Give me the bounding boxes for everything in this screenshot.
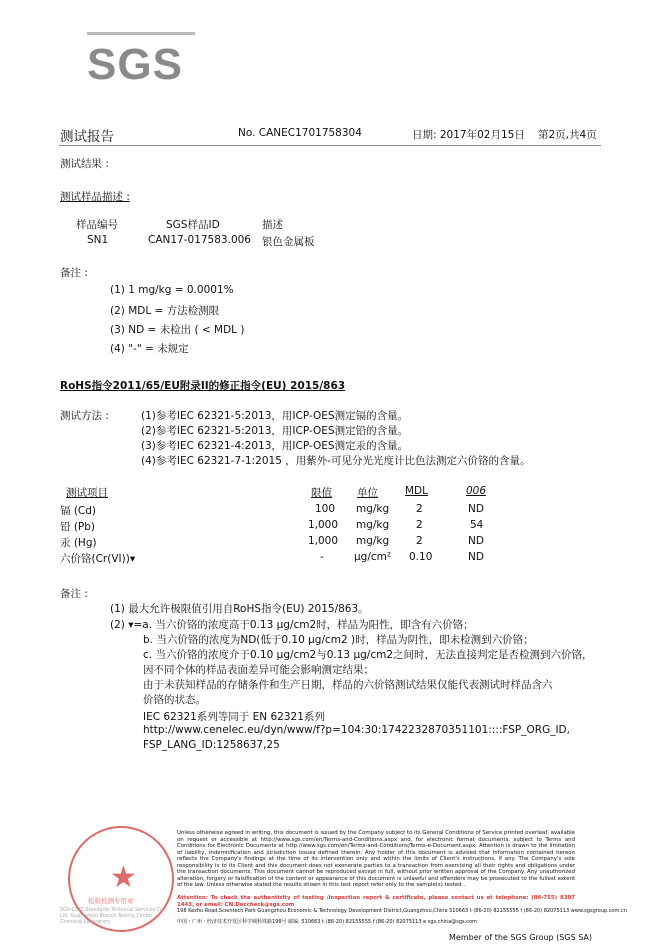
table-cell: 铅 (Pb) — [60, 521, 96, 533]
sample-col-no: 样品编号 — [76, 219, 118, 231]
remark-item: (3) ND = 未检出 ( < MDL ) — [110, 324, 245, 336]
address-cn: 中国・广州・经济技术开发区科学城科珠路198号 邮编: 510663 t (86-20) 82155555 f (86-20) 82075113 e sgs.china@sgs.com — [177, 919, 477, 925]
note-item: b. 当六价铬的浓度为ND(低于0.10 μg/cm2 )时，样品为阴性，即未检测到六价铬； — [143, 634, 534, 646]
table-cell: ND — [468, 503, 484, 515]
method-item: (1)参考IEC 62321-5:2013，用ICP-OES测定镉的含量。 — [141, 410, 409, 422]
note-item: 价铬的状态。 — [143, 694, 206, 706]
header-rule — [59, 145, 601, 146]
col-header-limit: 限值 — [311, 487, 332, 499]
attention-text: Attention: To check the authenticity of testing /inspection report & certificate, please contact us at telephone: (86-755) 8307 1443, or email: CN.Doccheck@sgs.com — [177, 895, 575, 908]
remarks-label: 备注 : — [60, 267, 88, 279]
col-header-unit: 单位 — [357, 487, 378, 499]
table-cell: 54 — [470, 519, 484, 531]
table-cell: - — [320, 551, 324, 563]
note-item: c. 当六价铬的浓度介于0.10 μg/cm2与0.13 μg/cm2之间时，无法直接判定是否检测到六价铬， — [143, 649, 593, 661]
report-date: 日期: 2017年02月15日 — [412, 129, 525, 141]
table-cell: 镉 (Cd) — [60, 505, 97, 517]
table-cell: μg/cm² — [354, 551, 392, 563]
sample-col-desc: 描述 — [262, 219, 283, 231]
sample-desc: 银色金属板 — [262, 236, 315, 248]
table-cell: mg/kg — [356, 519, 390, 531]
methods-label: 测试方法 : — [60, 410, 109, 422]
star-icon: ★ — [110, 860, 137, 895]
method-item: (2)参考IEC 62321-5:2013，用ICP-OES测定铅的含量。 — [141, 425, 409, 437]
stamp-text: SGS-CSTC Standards Technical Services Co., Ltd. Guangzhou Branch Testing Center Chemical Laboratory — [60, 908, 166, 925]
address-en: 198 Kezhu Road,Scientech Park Guangzhou Economic & Technology Development District,Guangzhou,China 510663 t (86-20) 82155555 f (86-20) 82075113 www.sgsgroup.com.cn — [177, 908, 627, 914]
sgs-logo: SGS — [87, 40, 183, 89]
rohs-heading: RoHS指令2011/65/EU附录II的修正指令(EU) 2015/863 — [60, 380, 346, 392]
sample-no: SN1 — [87, 234, 109, 246]
remark-item: (4) "-" = 未规定 — [110, 343, 189, 355]
table-cell: 2 — [416, 519, 423, 531]
logo-bar — [87, 32, 195, 35]
table-cell: 汞 (Hg) — [60, 537, 97, 549]
notes-label: 备注 : — [60, 588, 88, 600]
sample-id: CAN17-017583.006 — [148, 234, 251, 246]
note-item: IEC 62321系列等同于 EN 62321系列 — [143, 711, 325, 723]
table-cell: 0.10 — [409, 551, 433, 563]
col-header-item: 测试项目 — [66, 487, 108, 499]
results-label: 测试结果 : — [60, 158, 109, 170]
col-header-sample: 006 — [466, 485, 487, 497]
report-number: No. CANEC1701758304 — [238, 127, 362, 139]
note-item: (2) ▾=a. 当六价铬的浓度高于0.13 μg/cm2时，样品为阳性，即含有六价铬； — [110, 619, 474, 631]
col-header-mdl: MDL — [405, 485, 428, 497]
table-cell: 1,000 — [307, 535, 338, 547]
member-text: Member of the SGS Group (SGS SA) — [449, 933, 593, 942]
table-cell: mg/kg — [356, 503, 390, 515]
note-item: 由于未获知样品的存储条件和生产日期，样品的六价铬测试结果仅能代表测试时样品含六 — [143, 679, 553, 691]
seal-text: 检验检测专用章 — [88, 897, 134, 905]
table-cell: 100 — [314, 503, 335, 515]
table-cell: ND — [468, 551, 484, 563]
sample-col-id: SGS样品ID — [166, 219, 220, 231]
table-cell: 六价铬(Cr(VI))▾ — [60, 553, 136, 565]
note-item: (1) 最大允许极限值引用自RoHS指令(EU) 2015/863。 — [110, 603, 369, 615]
note-item: FSP_LANG_ID:1258637,25 — [143, 739, 280, 751]
remark-item: (1) 1 mg/kg = 0.0001% — [110, 284, 234, 296]
table-cell: 2 — [416, 503, 423, 515]
report-title: 测试报告 — [60, 129, 114, 145]
table-cell: 1,000 — [307, 519, 338, 531]
disclaimer-text: Unless otherwise agreed in writing, this document is issued by the Company subject to its General Conditions of Service printed overleaf, available on request or accessible at http://www.sgs.com/en/Terms-and-Conditions.aspx and, for electronic format documents, subject to Terms and Conditions for Electronic Documents at http://www.sgs.com/en/Terms-and-Conditions/Terms-e-Document.aspx. Attention is drawn to the limitation of liability, indemnification and jurisdiction issues defined therein. Any holder of this document is advised that information contained hereon reflects the Company's findings at the time of its intervention only and within the limits of Client's instructions, if any. The Company's sole responsibility is to its Client and this document does not exonerate parties to a transaction from exercising all their rights and obligations under the transaction documents. This document cannot be reproduced except in full, without prior written approval of the Company. Any unauthorized alteration, forgery or falsification of the content or appearance of this document is unlawful and offenders may be prosecuted to the fullest extent of the law. Unless otherwise stated the results shown in this test report refer only to the sample(s) tested . — [177, 830, 575, 888]
remark-item: (2) MDL = 方法检测限 — [110, 305, 220, 317]
table-cell: ND — [468, 535, 484, 547]
page-number: 第2页,共4页 — [538, 129, 597, 141]
note-link[interactable]: http://www.cenelec.eu/dyn/www/f?p=104:30:1742232870351101::::FSP_ORG_ID, — [143, 724, 570, 736]
table-cell: mg/kg — [356, 535, 390, 547]
method-item: (3)参考IEC 62321-4:2013，用ICP-OES测定汞的含量。 — [141, 440, 409, 452]
table-cell: 2 — [416, 535, 423, 547]
note-item: 因不同个体的样品表面差异可能会影响测定结果； — [143, 664, 374, 676]
method-item: (4)参考IEC 62321-7-1:2015 ，用紫外-可见分光光度计比色法测定六价铬的含量。 — [141, 455, 531, 467]
sample-heading: 测试样品描述 : — [60, 191, 130, 203]
